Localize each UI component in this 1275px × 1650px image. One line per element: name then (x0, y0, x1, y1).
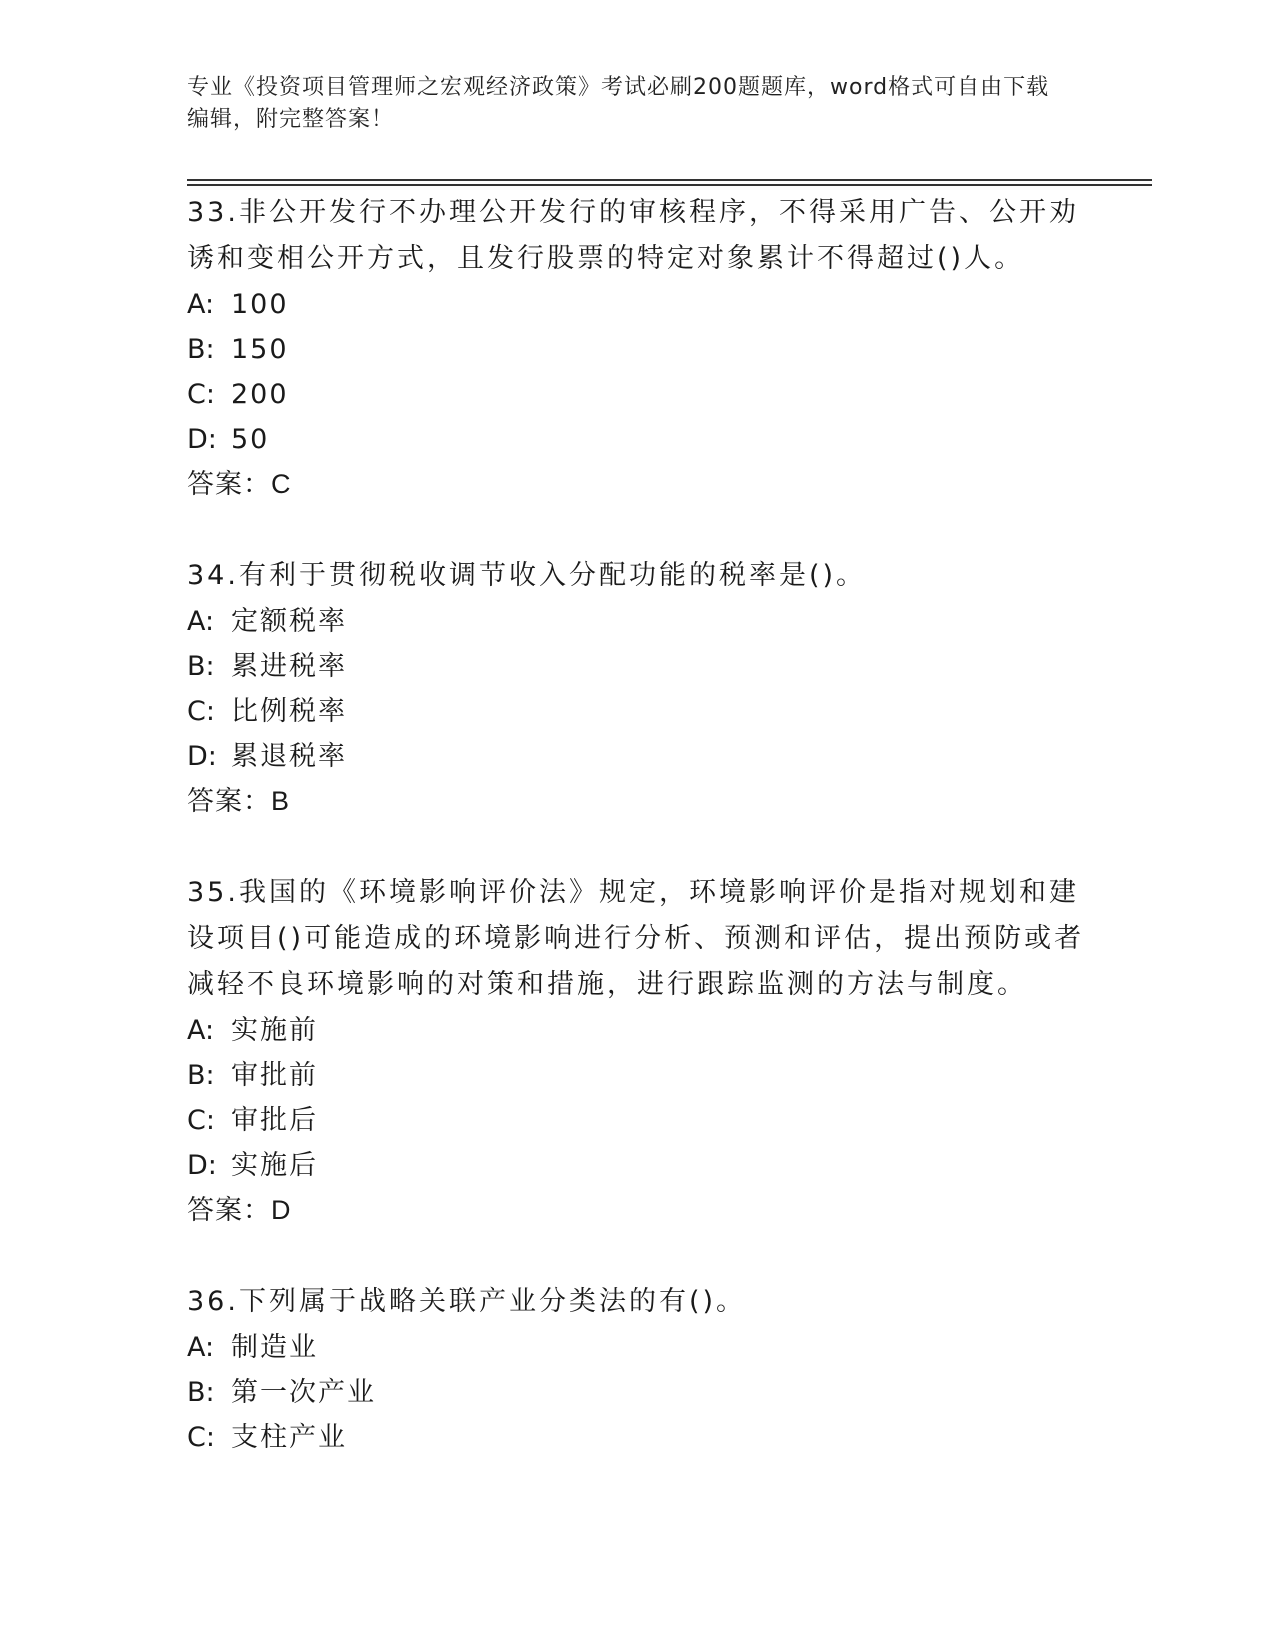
answer-line: 答案：B (187, 786, 291, 816)
option-label: B: (187, 334, 215, 365)
option-text: 实施前 (231, 1015, 318, 1046)
question-35 (187, 870, 1087, 1233)
option-label: D: (187, 741, 217, 772)
question-stem: 34.有利于贯彻税收调节收入分配功能的税率是()。 (187, 560, 867, 591)
option-a (187, 282, 1087, 327)
option-text: 累退税率 (231, 741, 347, 772)
option-label: B: (187, 1377, 215, 1408)
option-text: 第一次产业 (231, 1377, 376, 1408)
option-text: 100 (231, 289, 289, 320)
option-d (187, 417, 1087, 462)
option-text: 审批前 (231, 1060, 318, 1091)
option-a (187, 1325, 1087, 1370)
option-label: B: (187, 1060, 215, 1091)
option-label: A: (187, 1332, 215, 1363)
answer-line: 答案：C (187, 469, 292, 499)
document-header: 专业《投资项目管理师之宏观经济政策》考试必刷200题题库，word格式可自由下载编辑，附完整答案！ (187, 75, 1050, 132)
question-33 (187, 190, 1087, 507)
option-label: A: (187, 606, 215, 637)
question-stem: 33.非公开发行不办理公开发行的审核程序，不得采用广告、公开劝诱和变相公开方式，且发行股票的特定对象累计不得超过()人。 (187, 197, 1079, 274)
option-a (187, 1008, 1087, 1053)
option-text: 定额税率 (231, 606, 347, 637)
option-d (187, 734, 1087, 779)
option-text: 支柱产业 (231, 1422, 347, 1453)
question-stem: 36.下列属于战略关联产业分类法的有()。 (187, 1286, 747, 1317)
option-c (187, 1098, 1087, 1143)
question-34 (187, 553, 1087, 824)
option-c (187, 1415, 1087, 1460)
question-36 (187, 1279, 1087, 1460)
option-label: C: (187, 1105, 215, 1136)
option-label: D: (187, 1150, 217, 1181)
option-text: 制造业 (231, 1332, 318, 1363)
option-label: A: (187, 289, 215, 320)
header-divider-bottom (187, 184, 1152, 186)
option-b (187, 1053, 1087, 1098)
option-text: 150 (231, 334, 289, 365)
answer-line: 答案：D (187, 1195, 292, 1225)
header-divider-top (187, 179, 1152, 181)
option-a (187, 599, 1087, 644)
option-text: 累进税率 (231, 651, 347, 682)
option-label: A: (187, 1015, 215, 1046)
option-b (187, 1370, 1087, 1415)
option-label: C: (187, 1422, 215, 1453)
option-text: 审批后 (231, 1105, 318, 1136)
option-label: B: (187, 651, 215, 682)
option-text: 比例税率 (231, 696, 347, 727)
question-list (187, 190, 1087, 1460)
question-stem: 35.我国的《环境影响评价法》规定，环境影响评价是指对规划和建设项目()可能造成的环境影响进行分析、预测和评估，提出预防或者减轻不良环境影响的对策和措施，进行跟踪监测的方法与制度。 (187, 877, 1085, 1000)
option-d (187, 1143, 1087, 1188)
option-label: D: (187, 424, 217, 455)
option-b (187, 644, 1087, 689)
option-text: 200 (231, 379, 289, 410)
option-text: 实施后 (231, 1150, 318, 1181)
option-label: C: (187, 696, 215, 727)
option-c (187, 689, 1087, 734)
option-label: C: (187, 379, 215, 410)
option-c (187, 372, 1087, 417)
option-text: 50 (231, 424, 270, 455)
option-b (187, 327, 1087, 372)
